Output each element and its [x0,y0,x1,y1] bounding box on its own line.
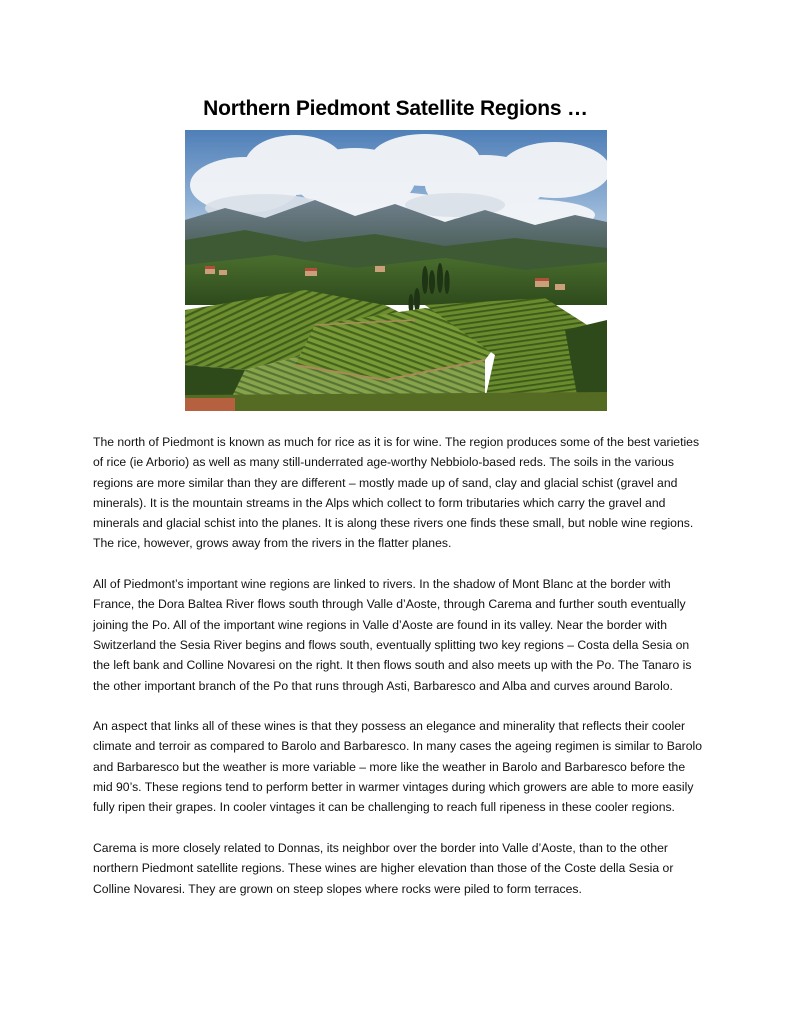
article-body [93,432,705,919]
paragraph-rivers: All of Piedmont’s important wine regions are linked to rivers. In the shadow of Mont Blanc at the border with France, the Dora Baltea River flows south through Valle d’Aoste, through Carema and further south eventually joining the Po. All of the important wine regions in Valle d’Aoste are found in its valley. Near the border with Switzerland the Sesia River begins and flows south, eventually splitting two key regions – Costa della Sesia on the left bank and Colline Novaresi on the right. It then flows south and also meets up with the Po. The Tanaro is the other important branch of the Po that runs through Asti, Barbaresco and Alba and curves around Barolo. [93,577,692,693]
page-title: Northern Piedmont Satellite Regions … [203,97,588,120]
paragraph-rice-and-soils: The north of Piedmont is known as much for rice as it is for wine. The region produces some of the best varieties of rice (ie Arborio) as well as many still-underrated age-worthy Nebbiolo-based reds. The soils in the various regions are more similar than they are different – mostly made up of sand, clay and glacial schist (gravel and minerals). It is the mountain streams in the Alps which collect to form tributaries which carry the gravel and minerals and glacial schist into the planes. It is along these rivers one finds these small, but noble wine regions. The rice, however, grows away from the rivers in the flatter planes. [93,435,700,551]
vineyard-photo [185,130,607,411]
paragraph-elegance-minerality: An aspect that links all of these wines is that they possess an elegance and minerality that reflects their cooler climate and terroir as compared to Barolo and Barbaresco. In many cases the ageing regimen is similar to Barolo and Barbaresco but the weather is more variable – more like the weather in Barolo and Barbaresco before the mid 90’s. These regions tend to perform better in warmer vintages during which growers are able to more easily fully ripen their grapes. In cooler vintages it can be challenging to reach full ripeness in these cooler regions. [93,719,702,815]
paragraph-carema: Carema is more closely related to Donnas, its neighbor over the border into Valle d’Aoste, than to the other northern Piedmont satellite regions. These wines are higher elevation than those of the Coste della Sesia or Colline Novaresi. They are grown on steep slopes where rocks were piled to form terraces. [93,840,674,896]
